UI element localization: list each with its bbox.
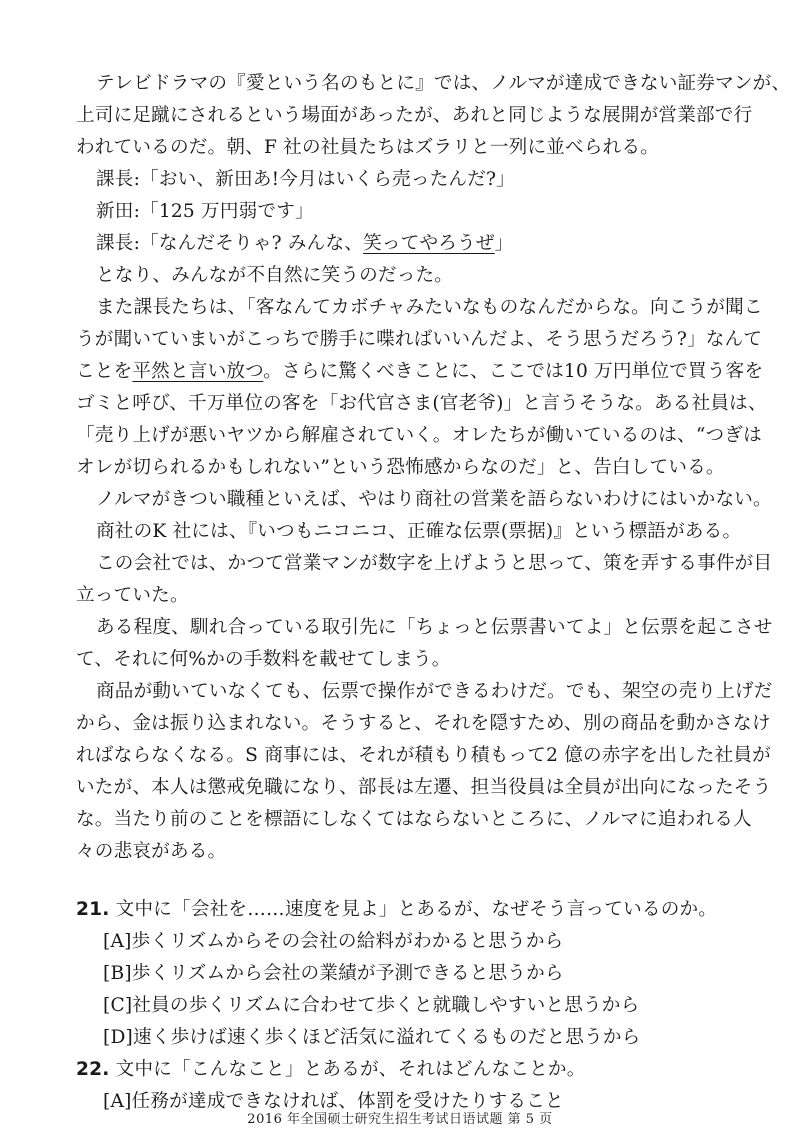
underlined-phrase: 笑ってやろうぜ: [363, 233, 495, 254]
dialogue-line: [96, 232, 746, 256]
question-21-option-a: [A]歩くリズムからその会社の給料がわかると思うから: [103, 931, 564, 952]
passage-line: ゴミと呼び、千万単位の客を「お代官さま(官老爷)」と言うそうな。ある社員は、: [76, 393, 767, 414]
passage-line: 上司に足蹴にされるという場面があったが、あれと同じような展開が営業部で行: [76, 105, 753, 126]
dialogue-text: 」: [494, 233, 514, 254]
passage-line: となり、みんなが不自然に笑うのだった。: [96, 265, 454, 286]
dialogue-text: 課長:「なんだそりゃ? みんな、: [96, 233, 364, 254]
question-22-stem: [76, 1058, 726, 1082]
passage-line: な。当たり前のことを標語にしなくてはならないところに、ノルマに追われる人: [76, 809, 752, 830]
passage-line: て、それに何%かの手数料を載せてしまう。: [76, 649, 451, 670]
passage-line: この会社では、かつて営業マンが数字を上げようと思って、策を弄する事件が目: [96, 553, 773, 574]
passage-line: 「売り上げが悪いヤツから解雇されていく。オレたちが働いているのは、“つぎは: [76, 425, 762, 446]
question-text: 文中に「こんなこと」とあるが、それはどんなことか。: [115, 1059, 586, 1080]
question-21-option-b: [B]歩くリズムから会社の業績が予測できると思うから: [103, 963, 564, 984]
dialogue-line: 新田:「125 万円弱です」: [96, 201, 314, 222]
passage-line: から、金は振り込まれない。そうすると、それを隠すため、別の商品を動かさなけ: [76, 713, 771, 734]
passage-text: 。さらに驚くべきことに、ここでは10 万円単位で買う客を: [263, 361, 764, 382]
underlined-phrase: 平然と言い放つ: [132, 361, 264, 382]
passage-line: 立っていた。: [76, 585, 189, 606]
passage-line: ある程度、馴れ合っている取引先に「ちょっと伝票書いてよ」と伝票を起こさせ: [96, 617, 773, 638]
question-21-option-d: [D]速く歩けば速く歩くほど活気に溢れてくるものだと思うから: [103, 1027, 641, 1048]
passage-line: [76, 360, 764, 384]
passage-line: うが聞いていまいがこっちで勝手に喋ればいいんだよ、そう思うだろう?」なんて: [76, 329, 763, 350]
passage-line: 商社のK 社には、『いつもニコニコ、正確な伝票(票据)』という標語がある。: [96, 521, 742, 542]
page-footer: 2016 年全国硕士研究生招生考试日语试题 第 5 页: [247, 1112, 553, 1127]
passage-line: いたが、本人は懲戒免職になり、部長は左遷、担当役員は全員が出向になったそう: [76, 777, 772, 798]
passage-line: ノルマがきつい職種といえば、やはり商社の営業を語らないわけにはいかない。: [96, 489, 772, 510]
question-number: 21.: [76, 899, 110, 920]
passage-text: ことを: [76, 361, 133, 382]
passage-line: 々の悲哀がある。: [76, 841, 227, 862]
passage-line: ればならなくなる。S 商事には、それが積もり積もって2 億の赤字を出した社員が: [76, 745, 771, 766]
question-22-option-a: [A]任務が達成できなければ、体罰を受けたりすること: [103, 1091, 564, 1112]
passage-line: 商品が動いていなくても、伝票で操作ができるわけだ。でも、架空の売り上げだ: [96, 681, 773, 702]
question-number: 22.: [76, 1059, 110, 1080]
question-21-stem: [76, 898, 726, 922]
passage-line: また課長たちは、「客なんてカボチャみたいなものなんだからな。向こうが聞こ: [96, 297, 763, 318]
question-21-option-c: [C]社員の歩くリズムに合わせて歩くと就職しやすいと思うから: [103, 995, 640, 1016]
dialogue-line: 課長:「おい、新田あ!今月はいくら売ったんだ?」: [96, 169, 515, 190]
passage-line: われているのだ。朝、F 社の社員たちはズラリと一列に並べられる。: [76, 137, 660, 158]
question-text: 文中に「会社を……速度を見よ」とあるが、なぜそう言っているのか。: [115, 899, 718, 920]
passage-line: オレが切られるかもしれない”という恐怖感からなのだ」と、告白している。: [76, 457, 725, 478]
passage-line: テレビドラマの『愛という名のもとに』では、ノルマが達成できない証券マンが、: [96, 73, 791, 94]
